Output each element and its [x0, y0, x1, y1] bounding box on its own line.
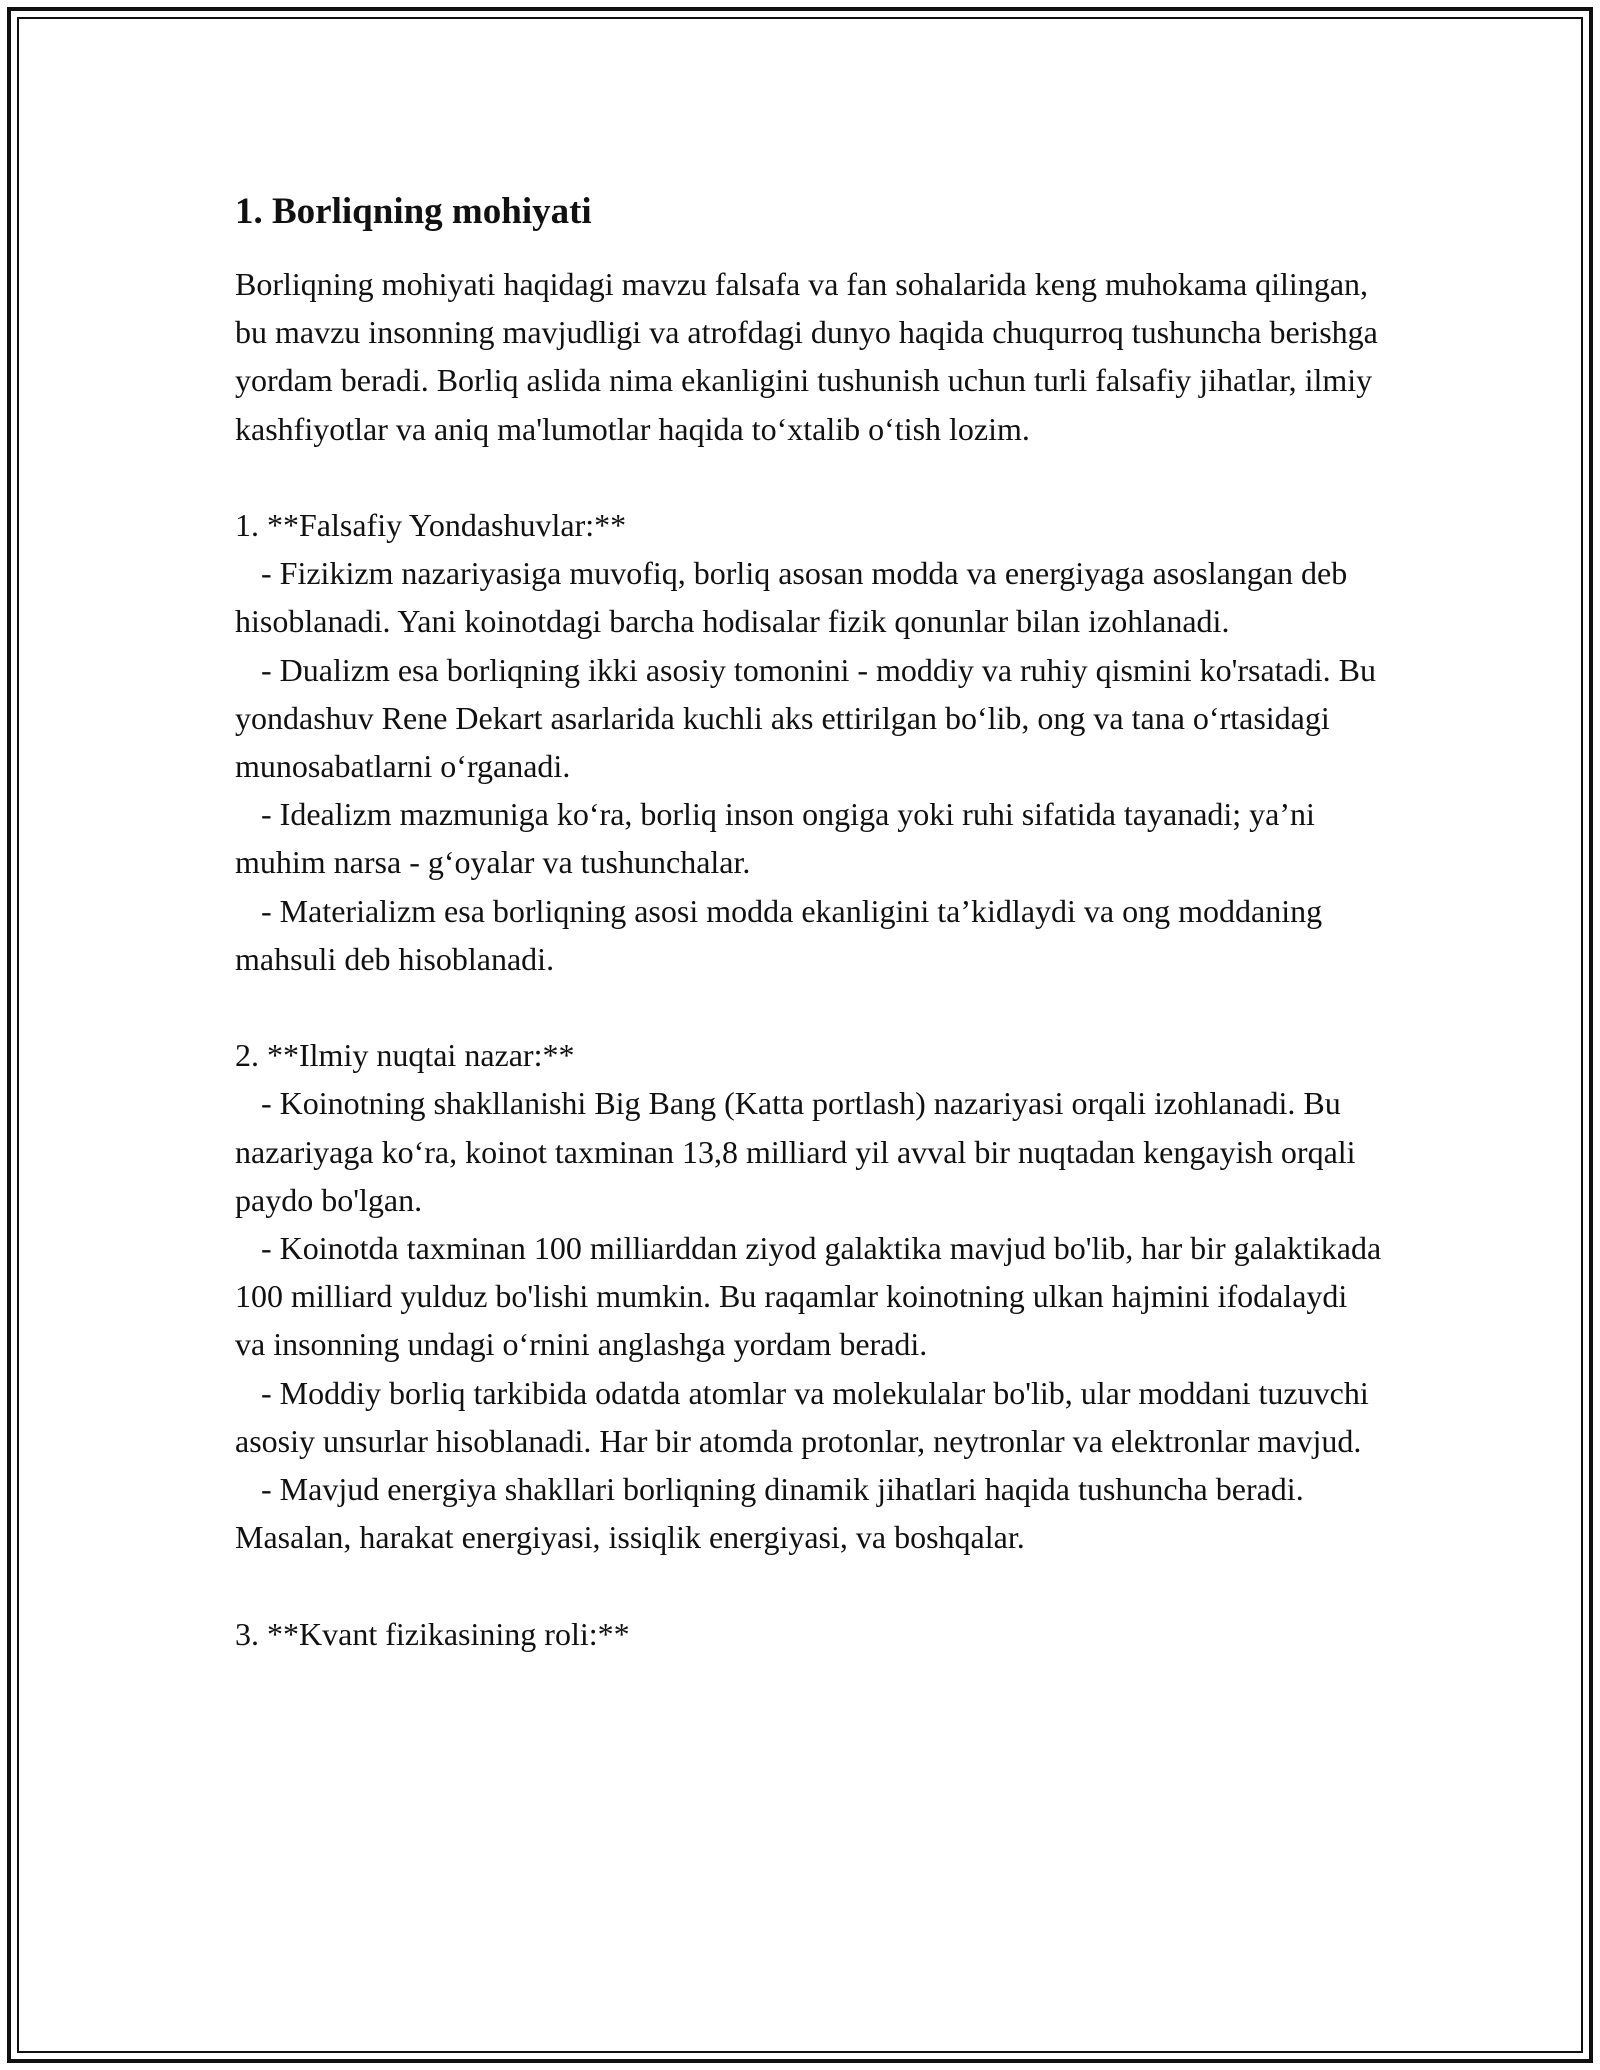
document-page — [235, 180, 1385, 1658]
list-item: - Koinotning shakllanishi Big Bang (Katta portlash) nazariyasi orqali izohlanadi. Bu nazariyaga ko‘ra, koinot taxminan 13,8 milliard yil avval bir nuqtadan kengayish orqali paydo bo'lgan. — [235, 1085, 1356, 1218]
spacer — [235, 453, 1385, 501]
document-title: 1. Borliqning mohiyati — [235, 191, 592, 232]
list-item: - Mavjud energiya shakllari borliqning dinamik jihatlari haqida tushuncha beradi. Masalan, harakat energiyasi, issiqlik energiyasi, va boshqalar. — [235, 1471, 1304, 1556]
section-quantum-physics — [235, 1610, 1385, 1658]
section-heading: 3. **Kvant fizikasining roli:** — [235, 1615, 630, 1652]
list-item: - Materializm esa borliqning asosi modda ekanligini ta’kidlaydi va ong moddaning mahsuli deb hisoblanadi. — [235, 892, 1323, 977]
list-item: - Dualizm esa borliqning ikki asosiy tomonini - moddiy va ruhiy qismini ko'rsatadi. Bu yondashuv Rene Dekart asarlarida kuchli aks ettirilgan bo‘lib, ong va tana o‘rtasidagi munosabatlarni o‘rganadi. — [235, 651, 1376, 785]
section-heading: 2. **Ilmiy nuqtai nazar:** — [235, 1037, 575, 1074]
spacer — [235, 983, 1385, 1031]
intro-paragraph: Borliqning mohiyati haqidagi mavzu falsafa va fan sohalarida keng muhokama qilingan, bu mavzu insonning mavjudligi va atrofdagi dunyo haqida chuqurroq tushuncha berishga yordam beradi. Borliq aslida nima ekanligini tushunish uchun turli falsafiy jihatlar, ilmiy kashfiyotlar va aniq ma'lumotlar haqida to‘xtalib o‘tish lozim. — [235, 266, 1378, 447]
section-philosophical-approaches — [235, 501, 1385, 983]
list-item: - Moddiy borliq tarkibida odatda atomlar va molekulalar bo'lib, ular moddani tuzuvchi asosiy unsurlar hisoblanadi. Har bir atomda protonlar, neytronlar va elektronlar mavjud. — [235, 1374, 1369, 1459]
list-item: - Idealizm mazmuniga ko‘ra, borliq inson ongiga yoki ruhi sifatida tayanadi; ya’ni muhim narsa - g‘oyalar va tushunchalar. — [235, 796, 1315, 881]
section-heading: 1. **Falsafiy Yondashuvlar:** — [235, 507, 627, 543]
list-item: - Fizikizm nazariyasiga muvofiq, borliq asosan modda va energiyaga asoslangan deb hisoblanadi. Yani koinotdagi barcha hodisalar fizik qonunlar bilan izohlanadi. — [235, 555, 1348, 640]
section-scientific-view — [235, 1031, 1385, 1561]
spacer — [235, 1561, 1385, 1609]
list-item: - Koinotda taxminan 100 milliarddan ziyod galaktika mavjud bo'lib, har bir galaktikada 100 milliard yulduz bo'lishi mumkin. Bu raqamlar koinotning ulkan hajmini ifodalaydi va insonning undagi o‘rnini anglashga yordam beradi. — [235, 1230, 1382, 1363]
